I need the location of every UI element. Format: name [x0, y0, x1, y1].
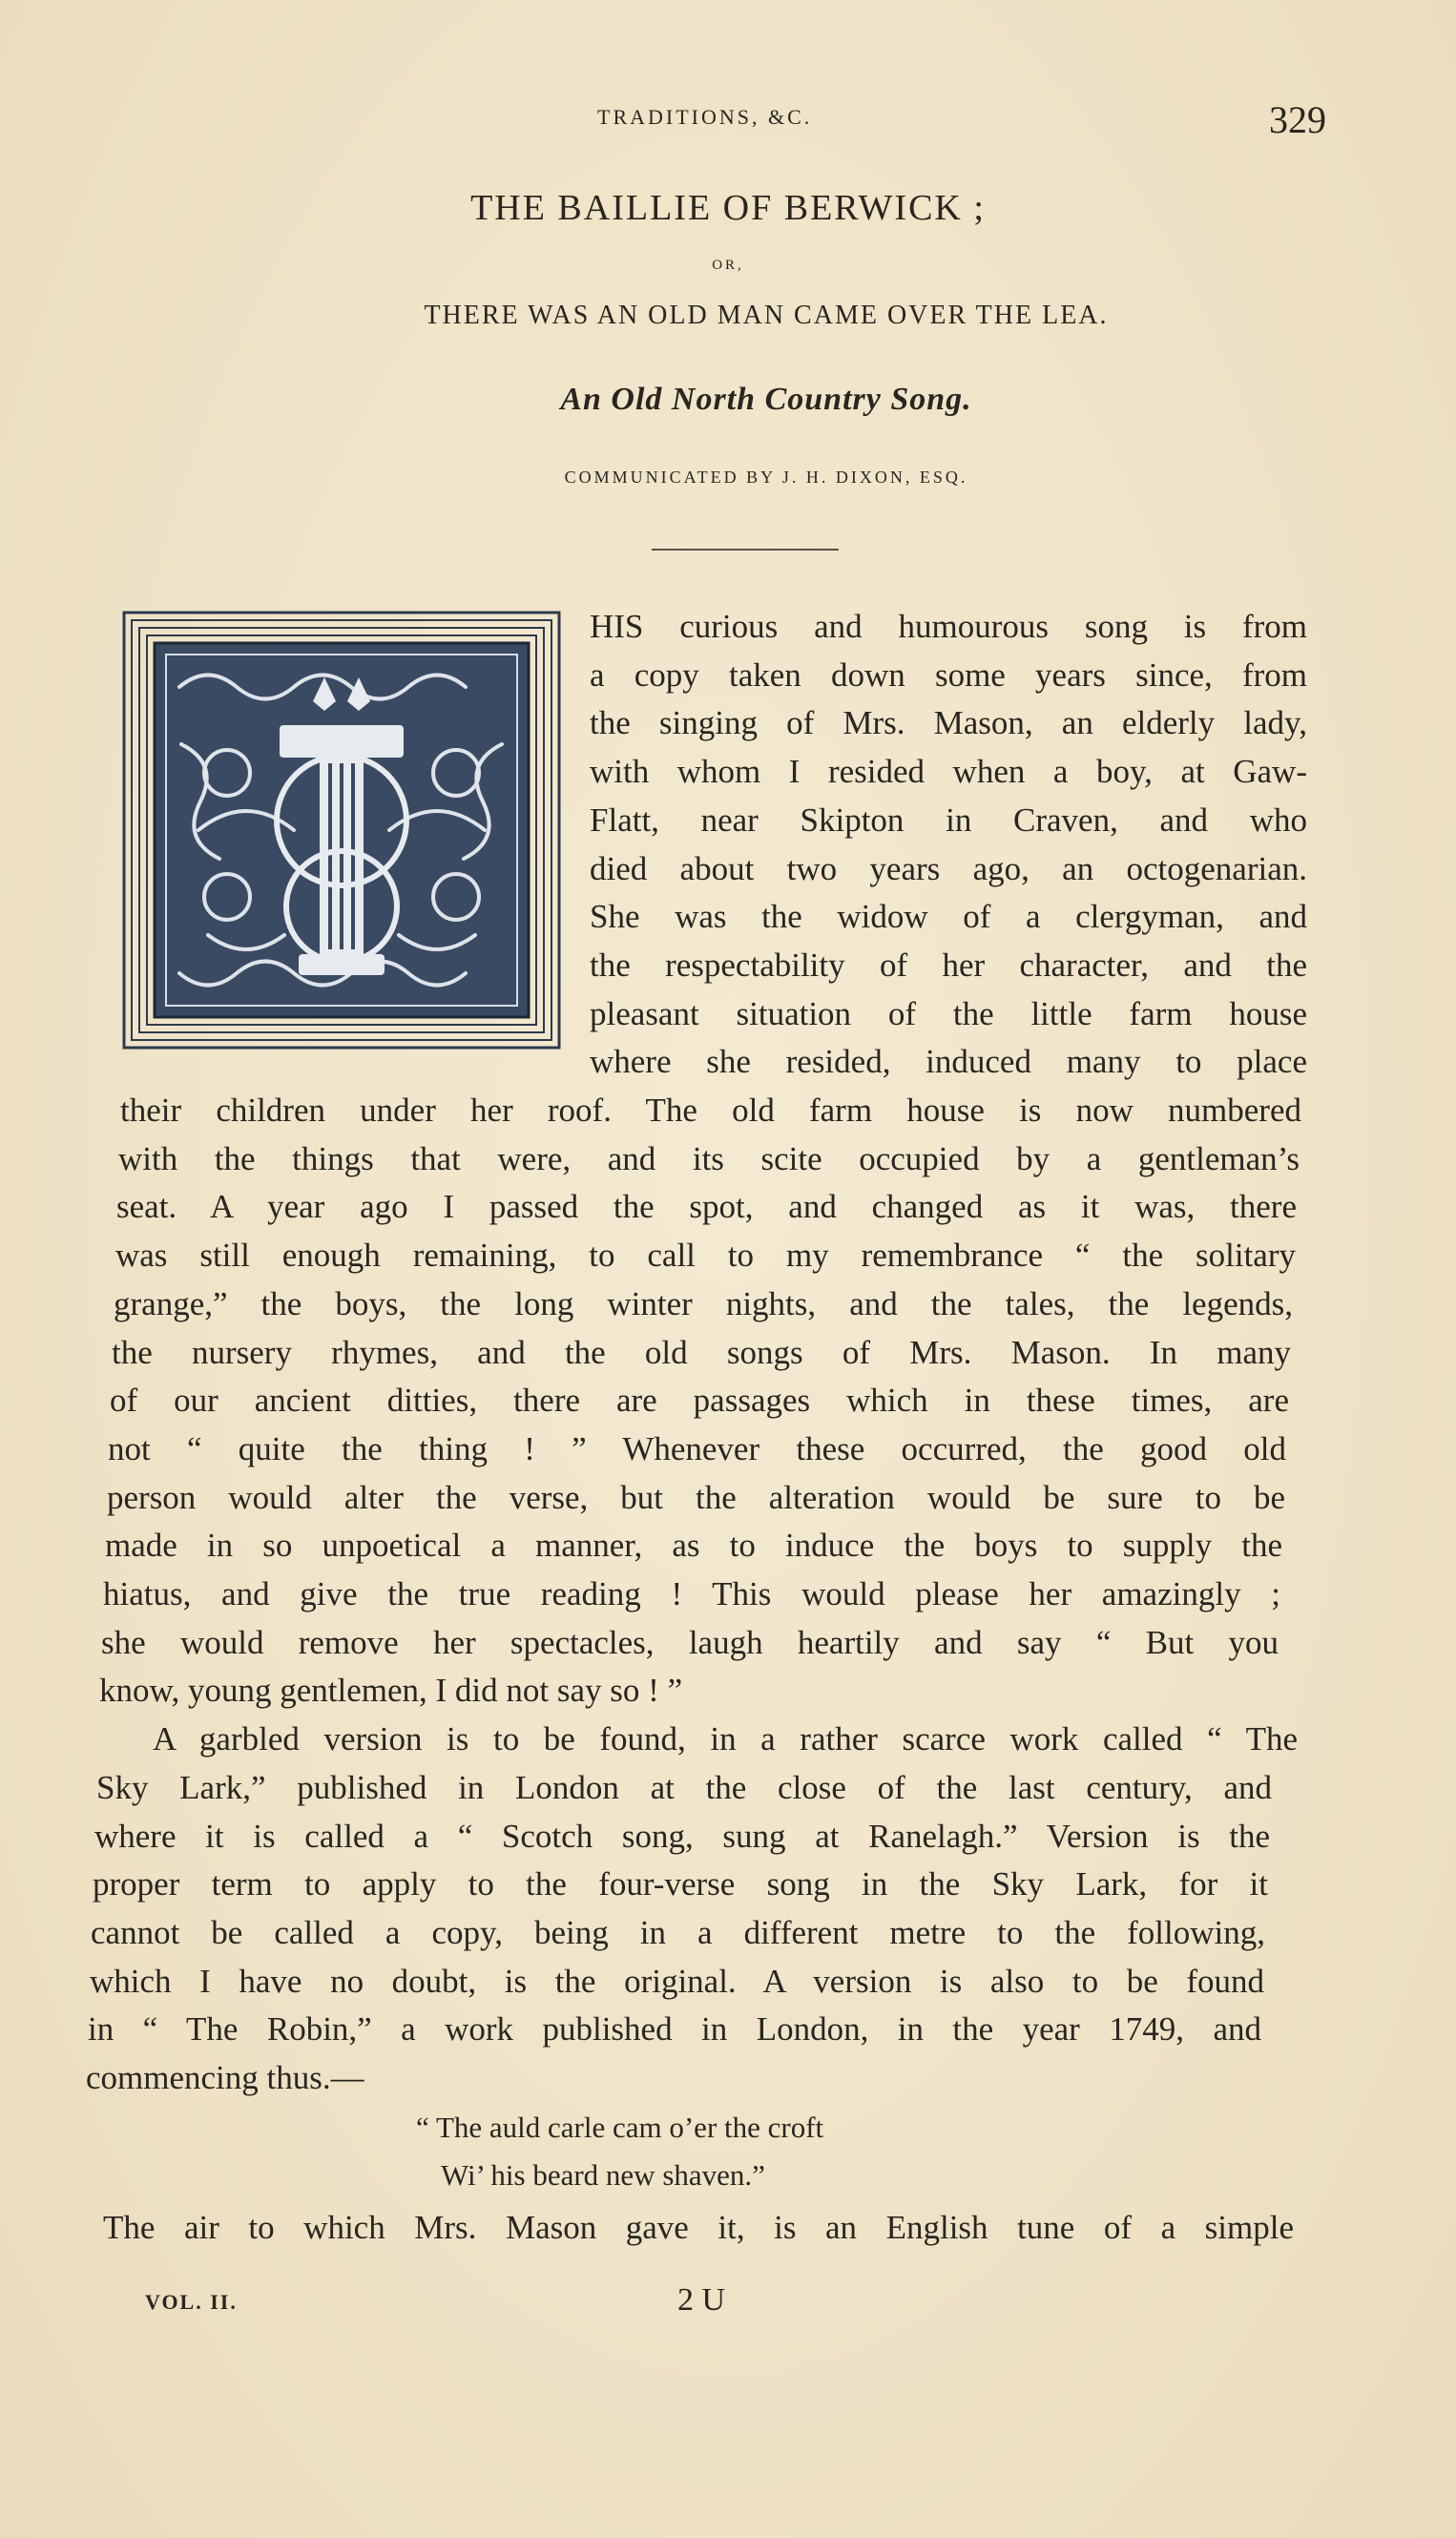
body-line: person would alter the verse, but the alteration would be sure to be	[107, 1478, 1285, 1516]
song-alt-title: THERE WAS AN OLD MAN CAME OVER THE LEA.	[424, 301, 1109, 330]
body-line: the respectability of her character, and the	[590, 946, 1307, 984]
body-line: know, young gentlemen, I did not say so ! ”	[99, 1672, 683, 1710]
body-line: a copy taken down some years since, from	[590, 655, 1307, 694]
body-line: cannot be called a copy, being in a different metre to the following,	[91, 1913, 1265, 1951]
final-line: The air to which Mrs. Mason gave it, is an English tune of a simple	[103, 2209, 1294, 2246]
title-or: OR,	[712, 258, 744, 273]
body-line: commencing thus.—	[86, 2059, 364, 2096]
blackletter-subtitle: An Old North Country Song.	[560, 382, 972, 417]
body-line: grange,” the boys, the long winter nights, and the tales, the legends,	[114, 1284, 1293, 1322]
body-line: seat. A year ago I passed the spot, and changed as it was, there	[116, 1188, 1297, 1226]
body-line: of our ancient ditties, there are passages which in these times, are	[110, 1382, 1289, 1420]
body-line: A garbled version is to be found, in a rather scarce work called “ The	[153, 1720, 1298, 1758]
volume-mark: VOL. II.	[145, 2290, 238, 2314]
body-line: proper term to apply to the four-verse song in the Sky Lark, for it	[93, 1865, 1268, 1904]
body-line: Flatt, near Skipton in Craven, and who	[590, 801, 1307, 839]
body-line: was still enough remaining, to call to my remembrance “ the solitary	[115, 1237, 1296, 1275]
page-footer	[0, 2282, 1456, 2330]
body-line: in “ The Robin,” a work published in London, in the year 1749, and	[88, 2010, 1261, 2049]
body-line: not “ quite the thing ! ” Whenever these occurred, the good old	[108, 1429, 1286, 1467]
running-head	[0, 98, 1456, 141]
body-line: pleasant situation of the little farm house	[590, 994, 1307, 1032]
body-line: the singing of Mrs. Mason, an elderly lady,	[590, 704, 1307, 742]
body-line: which I have no doubt, is the original. A version is also to be found	[90, 1962, 1264, 2000]
body-line: died about two years ago, an octogenarian.	[590, 849, 1307, 887]
body-line: the nursery rhymes, and the old songs of Mrs. Mason. In many	[112, 1333, 1291, 1371]
song-title: THE BAILLIE OF BERWICK ;	[470, 188, 986, 228]
signature-mark: 2 U	[677, 2282, 726, 2318]
body-line: where she resided, induced many to place	[590, 1043, 1307, 1081]
body-line: where it is called a “ Scotch song, sung at Ranelagh.” Version is the	[94, 1817, 1270, 1855]
running-title: TRADITIONS, &C.	[597, 105, 813, 129]
body-line: she would remove her spectacles, laugh heartily and say “ But you	[101, 1623, 1279, 1661]
verse-line: “ The auld carle cam o’er the croft	[416, 2111, 824, 2144]
page-number: 329	[1269, 98, 1326, 141]
body-line: with whom I resided when a boy, at Gaw-	[590, 753, 1307, 791]
body-line: their children under her roof. The old farm house is now numbered	[120, 1092, 1301, 1129]
verse-line: Wi’ his beard new shaven.”	[441, 2158, 765, 2192]
body-line: made in so unpoetical a manner, as to induce the boys to supply the	[105, 1527, 1282, 1565]
communicated-by: COMMUNICATED BY J. H. DIXON, ESQ.	[564, 468, 968, 487]
body-line: hiatus, and give the true reading ! This would please her amazingly ;	[103, 1575, 1280, 1612]
body-line: She was the widow of a clergyman, and	[590, 898, 1307, 936]
body-line: with the things that were, and its scite occupied by a gentleman’s	[118, 1139, 1300, 1177]
divider-rule	[652, 549, 839, 551]
body-line: HIS curious and humourous song is from	[590, 608, 1307, 645]
ornamental-drop-cap-icon	[122, 611, 561, 1051]
body-line: Sky Lark,” published in London at the close of the last century, and	[96, 1768, 1272, 1806]
